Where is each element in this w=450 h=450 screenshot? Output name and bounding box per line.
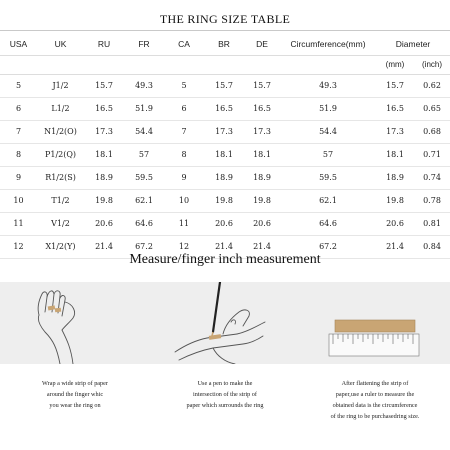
header-ca: CA [178, 38, 190, 49]
table-cell: 62.1 [319, 196, 337, 205]
header-diameter: Diameter [395, 38, 431, 49]
caption-line: paper,use a ruler to measure the [335, 391, 415, 398]
table-cell: 19.8 [386, 196, 404, 205]
table-cell: T1/2 [51, 196, 70, 205]
table-cell: 15.7 [253, 81, 271, 90]
table-row [0, 189, 450, 212]
step-1-caption [10, 378, 140, 411]
table-cell: 8 [15, 150, 22, 159]
table-cell: 17.3 [95, 127, 113, 136]
title-divider [0, 30, 450, 31]
table-cell: 57 [138, 150, 150, 159]
measure-title: Measure/finger inch measurement [129, 252, 321, 267]
table-cell: 21.4 [215, 242, 233, 251]
table-row [0, 74, 450, 97]
table-cell: 49.3 [319, 81, 337, 90]
table-cell: 0.74 [423, 173, 441, 182]
table-cell: 8 [181, 150, 187, 159]
table-cell: 0.71 [423, 150, 441, 159]
ruler-paper-icon [325, 282, 425, 364]
table-cell: R1/2(S) [45, 173, 76, 182]
table-title: THE RING SIZE TABLE [159, 12, 291, 26]
header-uk: UK [54, 38, 67, 49]
caption-line: paper which surrounds the ring [186, 402, 264, 409]
caption-line: of the ring to be purchasedring size. [330, 413, 420, 420]
table-cell: 5 [15, 81, 22, 90]
unit-row [0, 55, 450, 74]
header-de: DE [256, 38, 268, 49]
table-cell: 17.3 [215, 127, 233, 136]
table-cell: 7 [15, 127, 22, 136]
header-br: BR [218, 38, 230, 49]
table-cell: 51.9 [319, 104, 337, 113]
unit-inch: (inch) [422, 60, 443, 69]
table-cell: 15.7 [95, 81, 113, 90]
table-cell: 20.6 [386, 219, 404, 228]
table-cell: V1/2 [51, 219, 70, 228]
table-cell: J1/2 [52, 81, 69, 90]
table-cell: 20.6 [253, 219, 271, 228]
unit-mm: (mm) [385, 60, 405, 69]
caption-line: Use a pen to make the [197, 380, 253, 387]
caption-line: intersection of the strip of [193, 391, 257, 398]
table-cell: 0.65 [423, 104, 441, 113]
table-cell: 19.8 [215, 196, 233, 205]
table-cell: 11 [178, 219, 190, 228]
table-row [0, 97, 450, 120]
table-cell: 62.1 [135, 196, 153, 205]
table-cell: 0.81 [423, 219, 441, 228]
header-usa: USA [9, 38, 28, 49]
table-cell: 11 [13, 219, 24, 228]
table-cell: 0.62 [423, 81, 441, 90]
table-cell: 19.8 [95, 196, 113, 205]
table-cell: 15.7 [215, 81, 233, 90]
table-cell: 18.1 [386, 150, 404, 159]
step-2-caption [160, 378, 290, 411]
hand-pen-mark-icon [165, 282, 285, 364]
table-cell: L1/2 [51, 104, 70, 113]
table-cell: 18.1 [215, 150, 233, 159]
table-cell: 59.5 [135, 173, 153, 182]
table-cell: 20.6 [215, 219, 233, 228]
table-cell: 10 [178, 196, 190, 205]
table-cell: 9 [15, 173, 22, 182]
table-cell: 16.5 [215, 104, 233, 113]
header-ru: RU [97, 38, 111, 49]
table-cell: 21.4 [253, 242, 271, 251]
hand-paper-strip-icon [15, 282, 135, 364]
table-cell: 49.3 [135, 81, 153, 90]
table-cell: 21.4 [95, 242, 113, 251]
table-cell: 54.4 [319, 127, 337, 136]
ring-size-table [0, 33, 450, 259]
caption-line: you wear the ring on [49, 402, 101, 409]
table-cell: P1/2(Q) [44, 150, 77, 159]
table-cell: 19.8 [253, 196, 271, 205]
table-cell: 6 [15, 104, 22, 113]
table-cell: 18.9 [95, 173, 113, 182]
header-circumference: Circumference(mm) [290, 38, 366, 49]
table-cell: 67.2 [319, 242, 337, 251]
table-cell: 18.9 [253, 173, 271, 182]
table-cell: 51.9 [135, 104, 153, 113]
table-row [0, 166, 450, 189]
table-cell: 7 [181, 127, 187, 136]
caption-line: Wrap a wide strip of paper [42, 380, 108, 387]
table-cell: 5 [181, 81, 187, 90]
table-row [0, 212, 450, 235]
caption-line: around the finger whic [46, 391, 104, 398]
step-3-caption [305, 378, 445, 422]
table-cell: 18.1 [253, 150, 271, 159]
table-cell: 12 [178, 242, 190, 251]
table-cell: 64.6 [135, 219, 153, 228]
table-cell: 16.5 [386, 104, 404, 113]
table-cell: 9 [181, 173, 187, 182]
table-cell: 10 [13, 196, 24, 205]
table-row [0, 143, 450, 166]
table-cell: 16.5 [95, 104, 113, 113]
table-cell: 17.3 [253, 127, 271, 136]
table-cell: 54.4 [135, 127, 153, 136]
table-cell: 57 [322, 150, 334, 159]
table-header-row [0, 33, 450, 55]
table-cell: 18.9 [386, 173, 404, 182]
table-cell: 16.5 [253, 104, 271, 113]
table-cell: 15.7 [386, 81, 404, 90]
table-cell: X1/2(Y) [45, 242, 76, 251]
table-cell: 0.84 [423, 242, 441, 251]
table-cell: 67.2 [135, 242, 153, 251]
table-cell: 6 [181, 104, 187, 113]
table-cell: 20.6 [95, 219, 113, 228]
header-fr: FR [138, 38, 150, 49]
table-cell: 12 [13, 242, 24, 251]
table-cell: N1/2(O) [44, 127, 77, 136]
table-row [0, 120, 450, 143]
table-cell: 64.6 [319, 219, 337, 228]
table-cell: 0.68 [423, 127, 441, 136]
table-cell: 18.1 [95, 150, 113, 159]
table-cell: 0.78 [423, 196, 441, 205]
caption-line: After flattening the strip of [341, 380, 409, 387]
table-cell: 18.9 [215, 173, 233, 182]
table-cell: 17.3 [386, 127, 404, 136]
table-cell: 59.5 [319, 173, 337, 182]
table-cell: 21.4 [386, 242, 404, 251]
caption-line: obtained data is the circumference [332, 402, 418, 409]
